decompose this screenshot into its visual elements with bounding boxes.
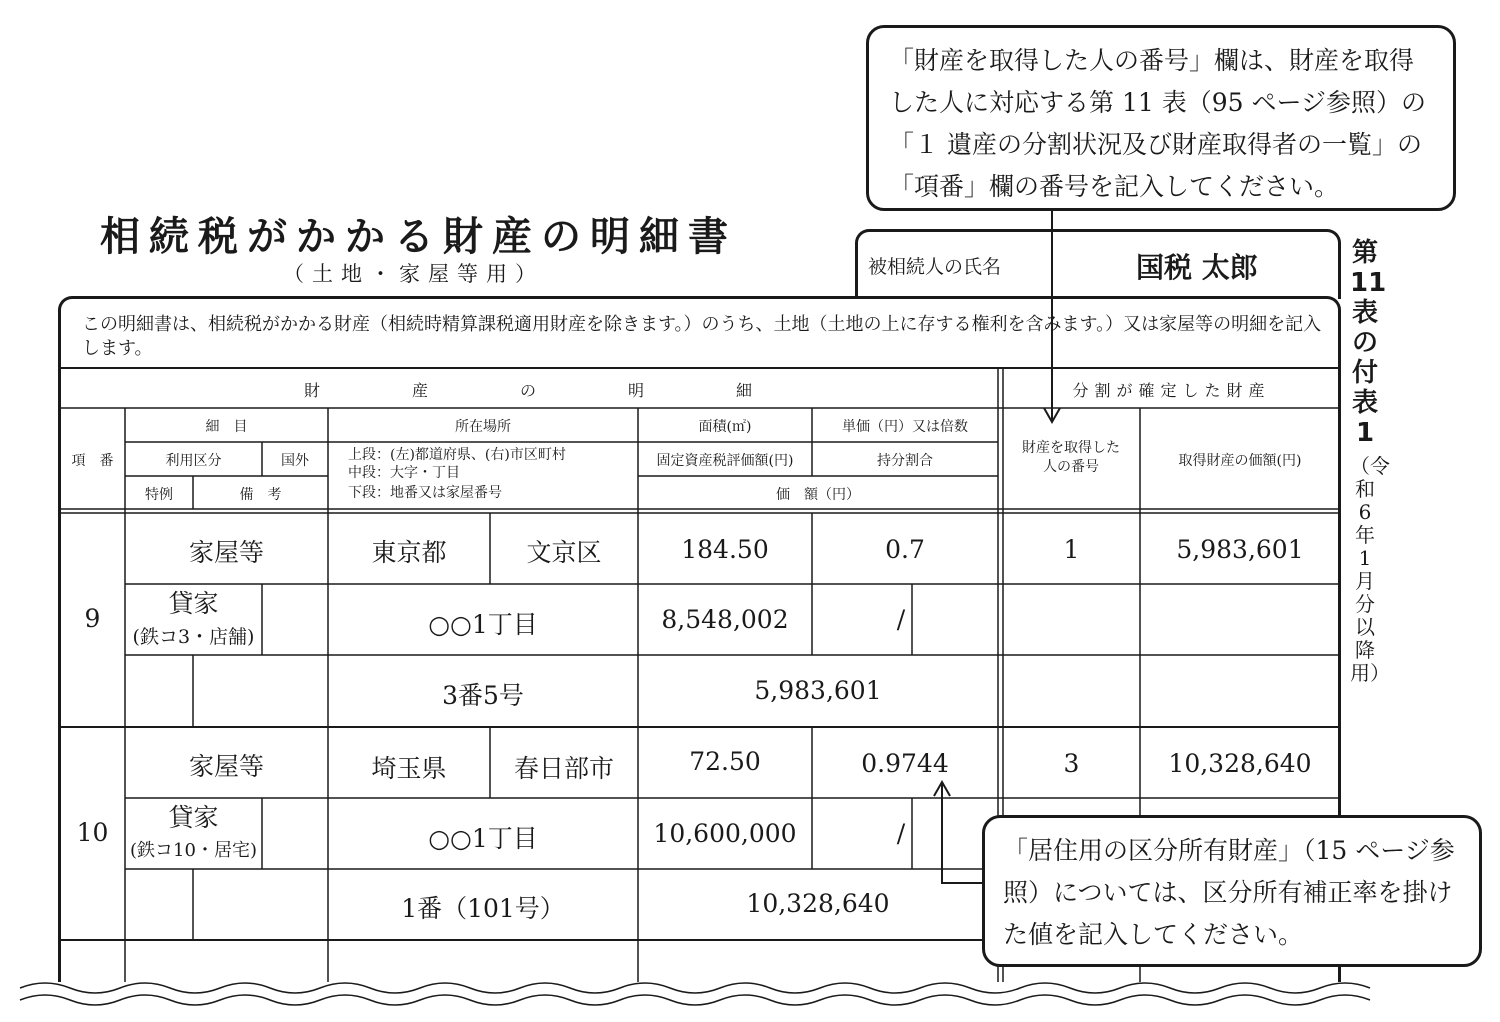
row9-item-no: 9: [84, 604, 101, 633]
row9-price: 5,983,601: [754, 676, 882, 705]
row9-type: 家屋等: [188, 538, 264, 567]
row9-fixed-value: 8,548,002: [661, 605, 789, 634]
row10-type: 家屋等: [188, 752, 264, 781]
row10-rate: 0.9744: [861, 749, 949, 778]
header-group-right: 分割が確定した財産: [1072, 381, 1271, 400]
header-price: 価 額（円）: [776, 487, 860, 503]
row9-lot: 3番5号: [442, 681, 524, 710]
header-area: 面積(㎡): [698, 419, 752, 435]
callout-acquirer-note: 「財産を取得した人の番号」欄は、財産を取得した人に対応する第 11 表（95 ページ参照）の「１ 遺産の分割状況及び財産取得者の一覧」の「項番」欄の番号を記入してください。: [866, 25, 1456, 211]
row9-area: 184.50: [681, 535, 769, 564]
header-unit-price: 単価（円）又は倍数: [842, 419, 968, 435]
header-bikou: 備 考: [239, 487, 282, 503]
header-location-line1: 上段：(左)都道府県、(右)市区町村: [348, 447, 566, 463]
callout-correction-note: 「居住用の区分所有財産」（15 ページ参照）については、区分所有補正率を掛けた値を記入してください。: [982, 815, 1482, 967]
form-period-label: （令和6年1月分以降用）: [1350, 454, 1390, 685]
header-riyou: 利用区分: [165, 453, 222, 469]
row10-share-mark: /: [896, 819, 906, 848]
row10-use-detail: (鉄コ10・居宅): [130, 840, 257, 861]
row10-chome: ○○1丁目: [428, 824, 538, 853]
row10-acquirer: 3: [1063, 749, 1080, 778]
row9-rate: 0.7: [885, 535, 925, 564]
row9-use-detail: (鉄コ3・店舗): [132, 626, 255, 648]
header-acquirer-no: 財産を取得した人の番号: [1022, 440, 1120, 475]
row10-item-no: 10: [76, 818, 109, 847]
row9-acquirer: 1: [1063, 535, 1080, 564]
header-group-left: 財 産 の 明 細: [303, 381, 754, 400]
heir-label: 被相続人の氏名: [868, 256, 1002, 278]
row10-fixed-value: 10,600,000: [653, 819, 797, 848]
form-title: 相続税がかかる財産の明細書: [100, 214, 737, 260]
row10-use: 貸家: [168, 803, 219, 832]
header-saimoku: 細 目: [205, 419, 248, 435]
row9-use: 貸家: [168, 589, 219, 618]
row9-acquired-value: 5,983,601: [1176, 535, 1304, 564]
page-cut-wave: [0, 968, 1500, 1022]
header-location-line3: 下段：地番又は家屋番号: [348, 485, 502, 501]
row10-pref: 埼玉県: [371, 754, 447, 783]
header-location-line2: 中段：大字・丁目: [348, 465, 460, 481]
header-tokurei: 特例: [145, 487, 173, 503]
header-kokugai: 国外: [281, 453, 309, 469]
header-fixed-value: 固定資産税評価額(円): [656, 453, 794, 469]
form-subtitle: （土地・家屋等用）: [283, 262, 544, 286]
row9-pref: 東京都: [371, 538, 447, 567]
row10-city: 春日部市: [513, 754, 614, 783]
heir-name-value: 国税 太郎: [1136, 251, 1258, 284]
intro-text: この明細書は、相続税がかかる財産（相続時精算課税適用財産を除きます。）のうち、土地（土地の上に存する権利を含みます。）又は家屋等の明細を記入します。: [82, 314, 1322, 359]
row9-city: 文京区: [526, 538, 602, 567]
row10-acquired-value: 10,328,640: [1168, 749, 1312, 778]
form-number-label: 第11表の付表1: [1350, 238, 1387, 448]
header-location-title: 所在場所: [455, 419, 511, 435]
header-item-no: 項 番: [71, 453, 114, 469]
header-share: 持分割合: [877, 453, 933, 469]
row9-share-mark: /: [896, 605, 906, 634]
row10-area: 72.50: [689, 747, 761, 776]
row10-price: 10,328,640: [746, 889, 890, 918]
row10-lot: 1番（101号）: [401, 894, 565, 923]
row9-chome: ○○1丁目: [428, 610, 538, 639]
header-acquired-value: 取得財産の価額(円): [1178, 453, 1302, 469]
